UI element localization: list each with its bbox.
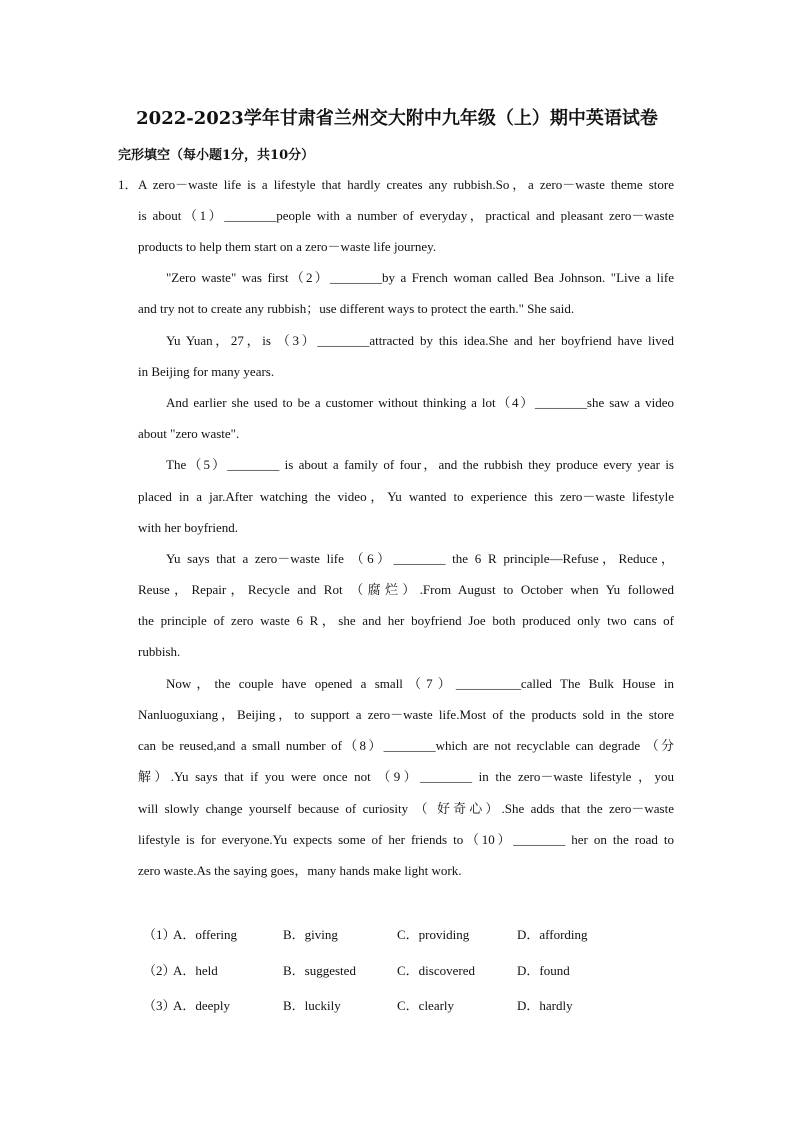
option-b[interactable]: B．giving xyxy=(283,927,338,942)
option-b[interactable]: B．suggested xyxy=(283,963,356,978)
passage-line: Reuse，Repair，Recycle and Rot （腐烂）.From August to October when Yu followed xyxy=(138,582,674,597)
option-a[interactable]: A．offering xyxy=(173,927,238,942)
option-b[interactable]: B．luckily xyxy=(283,998,341,1013)
passage-line: A zero－waste life is a lifestyle that hardly creates any rubbish.So，a zero－waste theme store xyxy=(138,177,674,192)
exam-title: 2022-2023学年甘肃省兰州交大附中九年级（上）期中英语试卷 xyxy=(136,108,658,129)
passage-line: And earlier she used to be a customer without thinking a lot（4）________she saw a video xyxy=(166,395,674,410)
passage-line: Nanluoguxiang，Beijing，to support a zero－waste life.Most of the products sold in the store xyxy=(138,707,674,722)
option-c[interactable]: C．discovered xyxy=(397,963,475,978)
option-a[interactable]: A．held xyxy=(173,963,218,978)
passage-line: will slowly change yourself because of curiosity （ 好奇心）.She adds that the zero－waste xyxy=(138,801,674,816)
passage-line: zero waste.As the saying goes，many hands make light work. xyxy=(138,863,462,878)
passage-line: can be reused,and a small number of（8）________which are not recyclable can degrade （分 xyxy=(138,738,674,753)
section-heading: 完形填空（每小题1分，共10分） xyxy=(118,148,315,163)
option-number: （2） xyxy=(143,963,176,978)
passage-line: Now，the couple have opened a small（7）__________called The Bulk House in xyxy=(166,676,674,691)
option-c[interactable]: C．clearly xyxy=(397,998,455,1013)
option-d[interactable]: D．affording xyxy=(517,927,588,942)
option-number: （3） xyxy=(143,998,176,1013)
passage-line: 解）.Yu says that if you were once not （9）________ in the zero－waste lifestyle ，you xyxy=(138,769,674,784)
question-number: 1． xyxy=(118,177,138,192)
option-d[interactable]: D．hardly xyxy=(517,998,573,1013)
passage-line: rubbish. xyxy=(138,644,181,659)
passage-line: The（5）________ is about a family of four，and the rubbish they produce every year is xyxy=(166,457,674,472)
passage-line: lifestyle is for everyone.Yu expects some of her friends to（10）________ her on the road to xyxy=(138,832,674,847)
option-a[interactable]: A．deeply xyxy=(173,998,231,1013)
passage-line: and try not to create any rubbish；use different ways to protect the earth." She said. xyxy=(138,301,575,316)
passage-line: Yu Yuan，27，is （3）________attracted by this idea.She and her boyfriend have lived xyxy=(166,333,674,348)
passage-line: with her boyfriend. xyxy=(138,520,239,535)
passage-line: about "zero waste". xyxy=(138,426,240,441)
passage-line: "Zero waste" was first（2）________by a French woman called Bea Johnson. "Live a life xyxy=(166,270,674,285)
passage-line: Yu says that a zero－waste life （6）________ the 6 R principle—Refuse，Reduce， xyxy=(166,551,674,566)
passage-line: placed in a jar.After watching the video，Yu wanted to experience this zero－waste lifestyle xyxy=(138,489,674,504)
option-d[interactable]: D．found xyxy=(517,963,570,978)
passage-line: products to help them start on a zero－waste life journey. xyxy=(138,239,437,254)
passage-line: the principle of zero waste 6 R，she and her boyfriend Joe both produced only two cans of xyxy=(138,613,674,628)
passage-line: is about（1）________people with a number of everyday，practical and pleasant zero－waste xyxy=(138,208,674,223)
option-number: （1） xyxy=(143,927,176,942)
option-c[interactable]: C．providing xyxy=(397,927,470,942)
passage-line: in Beijing for many years. xyxy=(138,364,275,379)
